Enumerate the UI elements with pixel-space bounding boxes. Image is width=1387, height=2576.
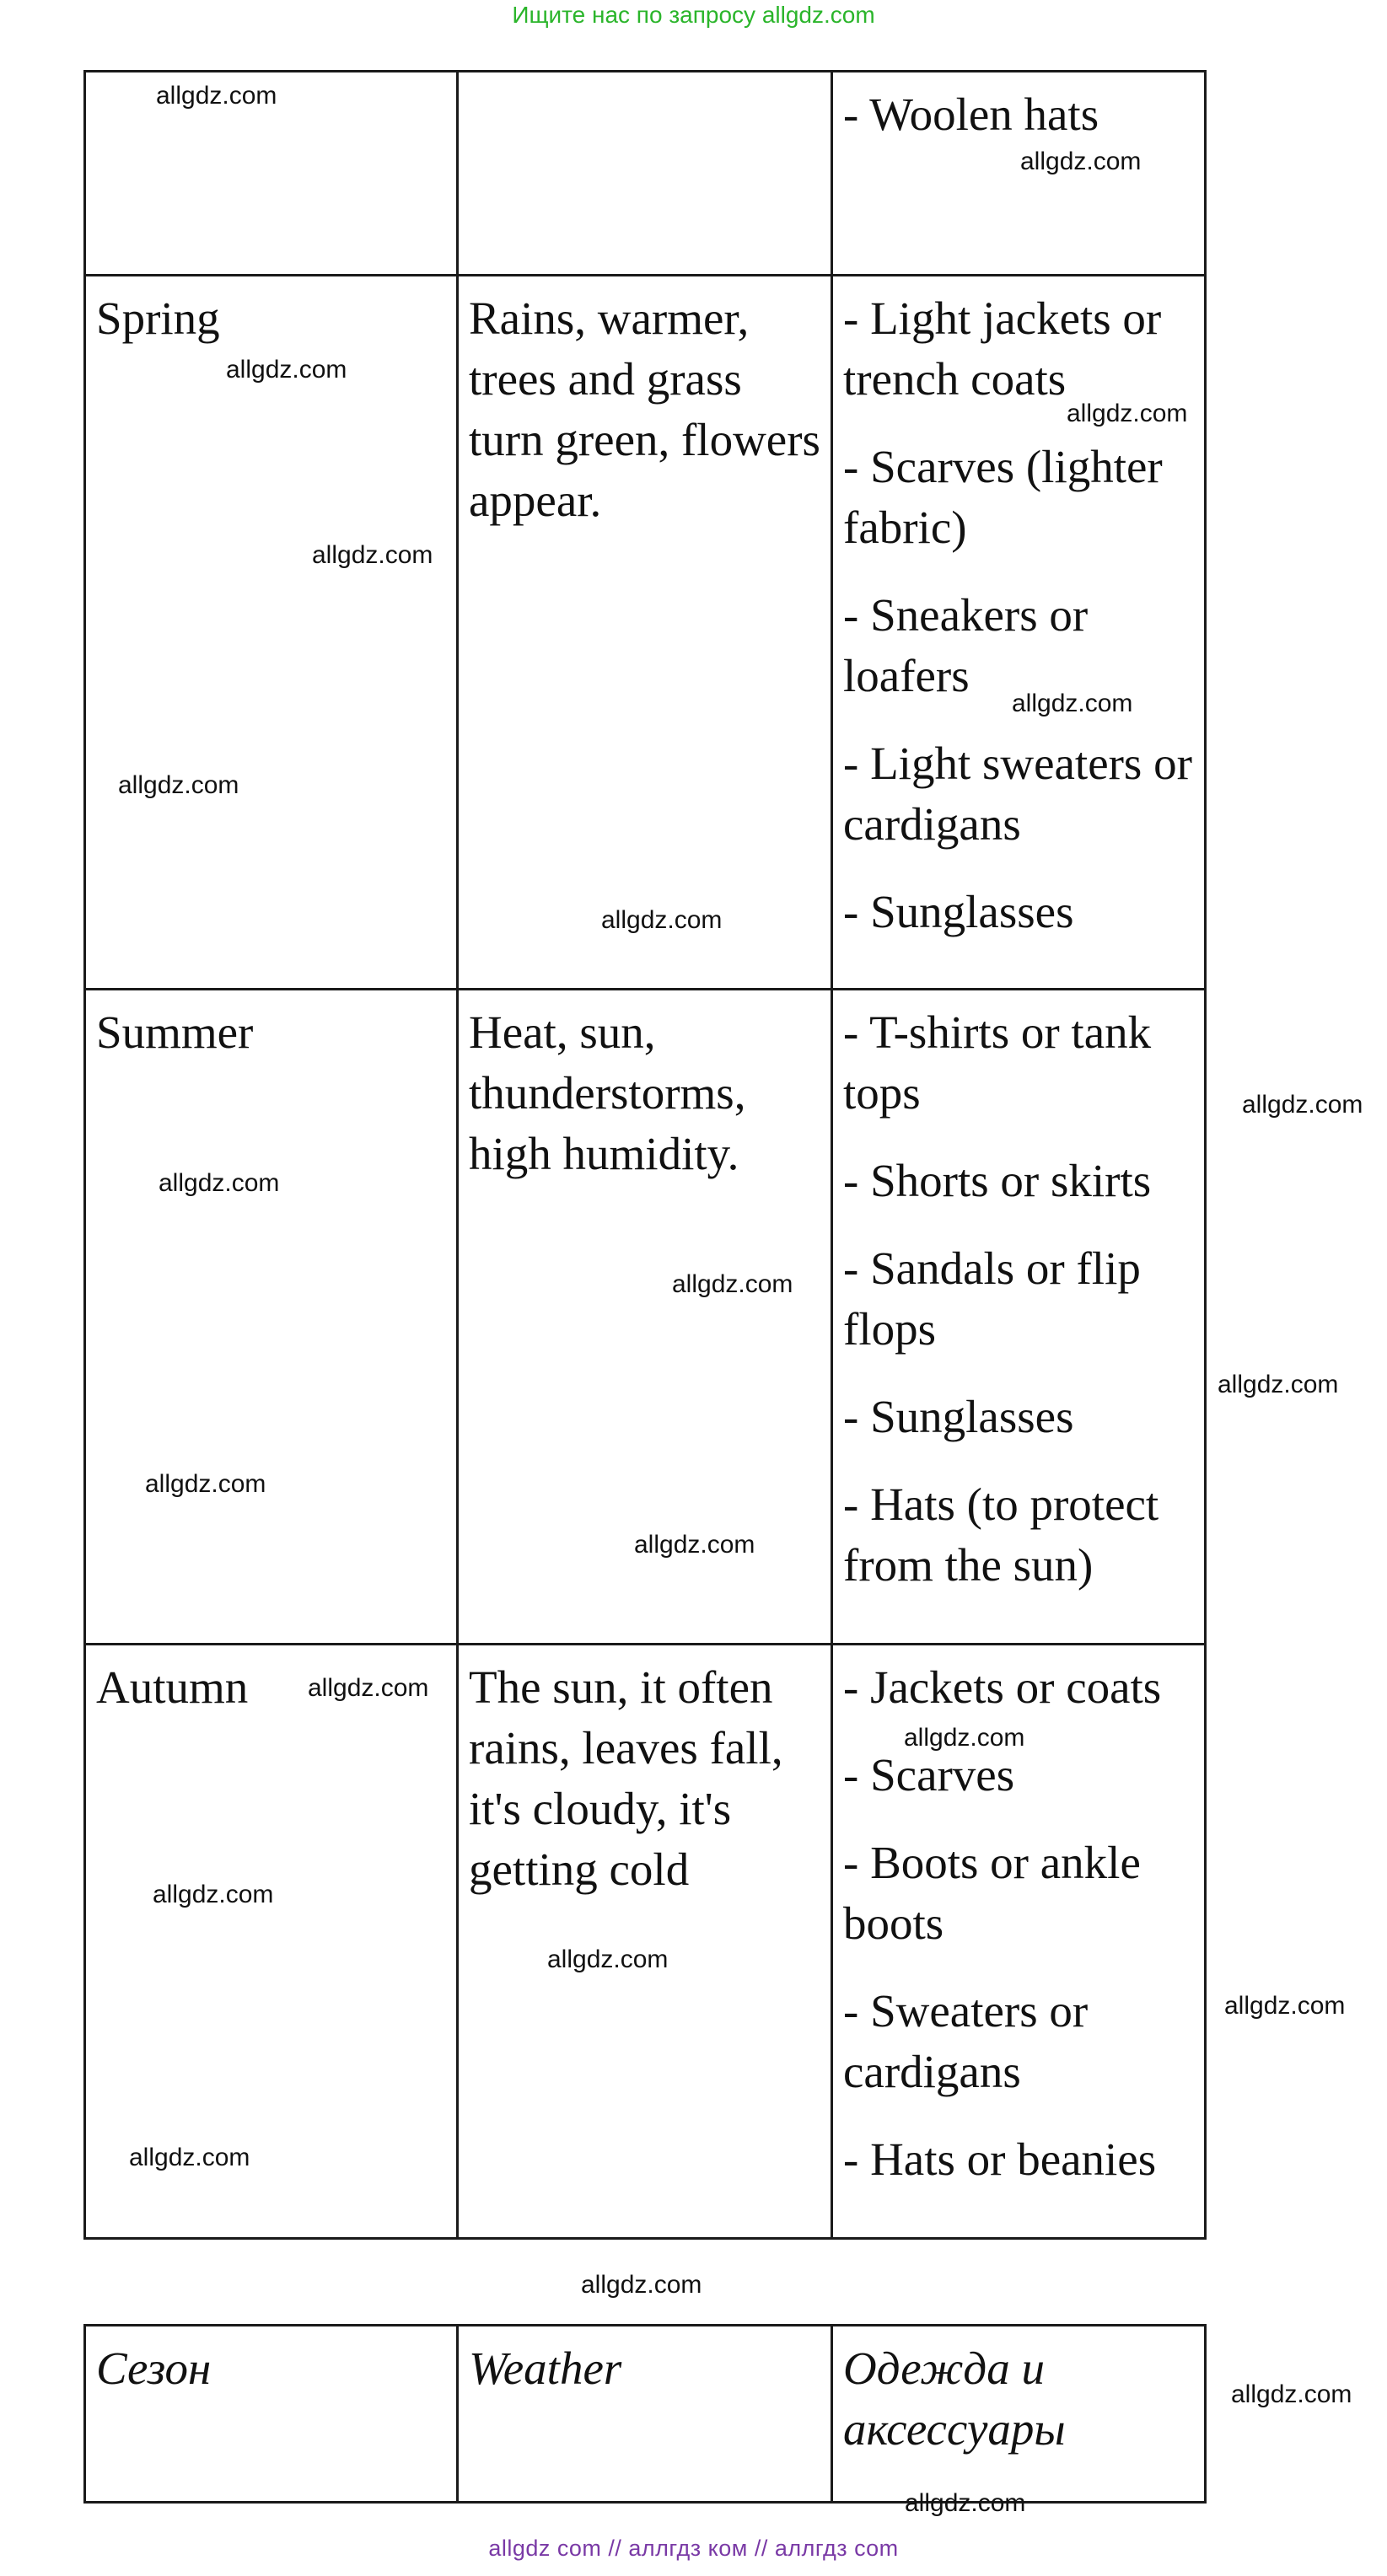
list-item: - Light sweaters or cardigans <box>843 738 1192 850</box>
watermark: allgdz.com <box>1012 690 1133 717</box>
watermark: allgdz.com <box>153 1881 274 1908</box>
table-header-clothes: Одежда и аксессуары <box>831 2324 1207 2504</box>
watermark: allgdz.com <box>1020 148 1142 175</box>
table-cell-clothes <box>831 70 1207 276</box>
watermark: allgdz.com <box>308 1674 429 1702</box>
table-cell-weather: The sun, it often rains, leaves fall, it's cloudy, it's getting cold <box>456 1643 833 2240</box>
list-item: - Sunglasses <box>843 1391 1074 1442</box>
table-cell-weather: Heat, sun, thunderstorms, high humidity. <box>456 988 833 1645</box>
watermark: allgdz.com <box>905 2489 1026 2517</box>
watermark: allgdz.com <box>1224 1992 1346 2020</box>
watermark: allgdz.com <box>634 1531 755 1559</box>
watermark: allgdz.com <box>156 82 277 110</box>
watermark: allgdz.com <box>904 1724 1025 1752</box>
list-item: - Hats or beanies <box>843 2133 1157 2185</box>
table-cell-season: Spring <box>83 274 459 990</box>
watermark: allgdz.com <box>118 771 239 799</box>
list-item: - Scarves (lighter fabric) <box>843 441 1163 553</box>
list-item: - Hats (to protect from the sun) <box>843 1479 1159 1591</box>
list-item: - Woolen hats <box>843 89 1099 140</box>
list-item: - Light jackets or trench coats <box>843 292 1162 405</box>
list-item: - Scarves <box>843 1749 1015 1801</box>
watermark: allgdz.com <box>159 1169 280 1197</box>
watermark: allgdz.com <box>601 906 723 934</box>
list-item: - Sandals or flip flops <box>843 1242 1141 1355</box>
watermark: allgdz.com <box>581 2271 702 2299</box>
bottom-links[interactable]: allgdz com // аллгдз ком // аллгдз com <box>488 2536 899 2561</box>
table-header-season: Сезон <box>83 2324 459 2504</box>
watermark: allgdz.com <box>1231 2380 1352 2408</box>
watermark: allgdz.com <box>312 541 433 569</box>
table-cell-season: Autumn <box>83 1643 459 2240</box>
table-cell-clothes <box>831 274 1207 990</box>
table-cell-weather: Rains, warmer, trees and grass turn green, flowers appear. <box>456 274 833 990</box>
table-cell-clothes <box>831 988 1207 1645</box>
watermark: allgdz.com <box>1242 1091 1363 1119</box>
list-item: - Jackets or coats <box>843 1661 1162 1713</box>
table-header-weather: Weather <box>456 2324 833 2504</box>
watermark: allgdz.com <box>547 1945 669 1973</box>
list-item: - T-shirts or tank tops <box>843 1006 1152 1119</box>
watermark: allgdz.com <box>672 1270 793 1298</box>
list-item: - Sneakers or loafers <box>843 589 1089 701</box>
list-item: - Shorts or skirts <box>843 1155 1152 1206</box>
list-item: - Boots or ankle boots <box>843 1837 1141 1949</box>
list-item: - Sweaters or cardigans <box>843 1985 1089 2097</box>
top-banner[interactable]: Ищите нас по запросу allgdz.com <box>512 2 875 28</box>
watermark: allgdz.com <box>129 2144 250 2171</box>
watermark: allgdz.com <box>1218 1371 1339 1398</box>
table-cell-season: Summer <box>83 988 459 1645</box>
watermark: allgdz.com <box>145 1470 266 1498</box>
watermark: allgdz.com <box>226 356 347 384</box>
table-cell-weather <box>456 70 833 276</box>
list-item: - Sunglasses <box>843 886 1074 937</box>
watermark: allgdz.com <box>1067 400 1188 427</box>
